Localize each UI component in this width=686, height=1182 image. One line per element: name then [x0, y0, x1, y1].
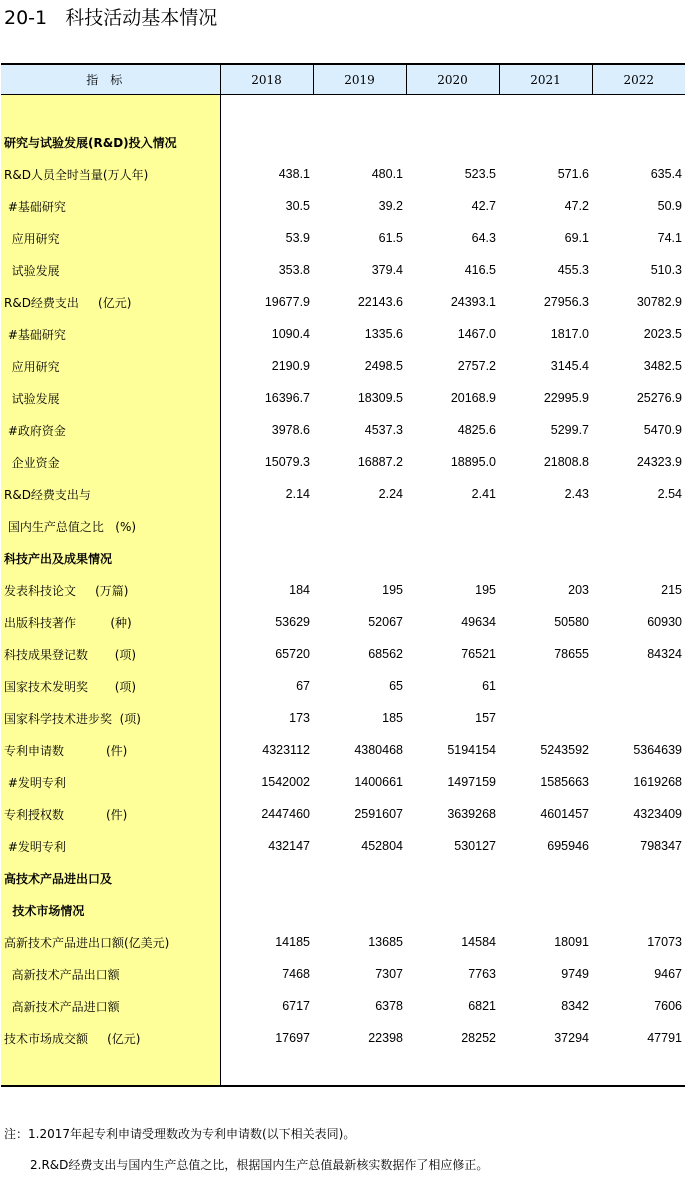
cell-value: 195	[475, 583, 496, 597]
cell-value: 1497159	[447, 775, 496, 789]
cell-value: 53629	[275, 615, 310, 629]
cell-value: 9749	[561, 967, 589, 981]
cell-value: 65720	[275, 647, 310, 661]
cell-value: 7763	[468, 967, 496, 981]
cell-value: 14185	[275, 935, 310, 949]
table-row	[1, 734, 685, 766]
cell-value	[313, 126, 406, 158]
cell-value: 2190.9	[271, 359, 310, 373]
row-label: R&D经费支出 (亿元)	[1, 286, 220, 318]
cell-value: 4323409	[633, 807, 682, 821]
row-label: 发表科技论文 (万篇)	[1, 574, 220, 606]
cell-value: 4380468	[354, 743, 403, 757]
cell-value: 69.1	[564, 231, 589, 245]
header-year: 2019	[313, 64, 406, 95]
footnote-2: 2.R&D经费支出与国内生产总值之比，根据国内生产总值最新核实数据作了相应修正。	[30, 1158, 489, 1172]
cell-value: 4825.6	[457, 423, 496, 437]
footnotes	[4, 1126, 488, 1173]
cell-value: 432147	[268, 839, 310, 853]
cell-value: 4601457	[540, 807, 589, 821]
cell-value: 3639268	[447, 807, 496, 821]
header-year: 2020	[406, 64, 499, 95]
cell-value: 3145.4	[550, 359, 589, 373]
table-row	[1, 222, 685, 254]
cell-value: 52067	[368, 615, 403, 629]
cell-value: 1542002	[261, 775, 310, 789]
cell-value: 523.5	[464, 167, 496, 181]
table-row	[1, 190, 685, 222]
cell-value: 78655	[554, 647, 589, 661]
cell-value: 18309.5	[357, 391, 403, 405]
cell-value: 215	[661, 583, 682, 597]
cell-value	[592, 95, 685, 127]
cell-value: 24393.1	[450, 295, 496, 309]
header-indicator: 指标	[1, 64, 220, 95]
cell-value: 635.4	[650, 167, 682, 181]
table-row	[1, 254, 685, 286]
cell-value: 4323112	[262, 743, 310, 757]
footnote-1: 注：1.2017年起专利申请受理数改为专利申请数(以下相关表同)。	[4, 1127, 356, 1141]
row-label: 应用研究	[1, 222, 220, 254]
row-label: R&D人员全时当量(万人年)	[1, 158, 220, 190]
cell-value: 50580	[554, 615, 589, 629]
row-label: 科技成果登记数 (项)	[1, 638, 220, 670]
cell-value: 21808.8	[543, 455, 589, 469]
spacer-row	[1, 1054, 685, 1086]
cell-value: 185	[382, 711, 403, 725]
cell-value	[406, 126, 499, 158]
table-row	[1, 414, 685, 446]
table-row	[1, 958, 685, 990]
page-title: 20-1 科技活动基本情况	[4, 7, 218, 29]
table-row	[1, 510, 685, 542]
cell-value: 798347	[640, 839, 682, 853]
table-body	[1, 95, 685, 1087]
cell-value: 27956.3	[543, 295, 589, 309]
table-row	[1, 318, 685, 350]
cell-value: 28252	[461, 1031, 496, 1045]
table-row	[1, 478, 685, 510]
row-label: 高新技术产品出口额	[1, 958, 220, 990]
cell-value: 20168.9	[450, 391, 496, 405]
row-label: 国家技术发明奖 (项)	[1, 670, 220, 702]
cell-value: 74.1	[657, 231, 682, 245]
table-row	[1, 382, 685, 414]
cell-value: 16887.2	[357, 455, 403, 469]
cell-value: 4537.3	[364, 423, 403, 437]
header-year: 2021	[499, 64, 592, 95]
cell-value	[406, 95, 499, 127]
cell-value	[499, 862, 592, 894]
table-row	[1, 1022, 685, 1054]
row-label: 国家科学技术进步奖 (项)	[1, 702, 220, 734]
table-row	[1, 830, 685, 862]
cell-value	[313, 1054, 406, 1086]
row-label: 技术市场情况	[1, 894, 220, 926]
table-row	[1, 638, 685, 670]
cell-value: 2023.5	[643, 327, 682, 341]
statistics-table	[1, 63, 685, 1087]
cell-value: 455.3	[557, 263, 589, 277]
row-label: 高新技术产品进口额	[1, 990, 220, 1022]
cell-value: 1619268	[633, 775, 682, 789]
row-label: 专利申请数 (件)	[1, 734, 220, 766]
cell-value: 157	[475, 711, 496, 725]
row-label: 高新技术产品进出口额(亿美元)	[1, 926, 220, 958]
cell-value	[313, 894, 406, 926]
cell-value: 2.41	[471, 487, 496, 501]
row-label	[1, 1054, 220, 1086]
cell-value	[313, 862, 406, 894]
cell-value: 7468	[282, 967, 310, 981]
table-row	[1, 702, 685, 734]
table-row	[1, 574, 685, 606]
cell-value: 510.3	[650, 263, 682, 277]
row-label: 企业资金	[1, 446, 220, 478]
cell-value	[592, 894, 685, 926]
spacer-row	[1, 95, 685, 127]
cell-value: 1585663	[540, 775, 589, 789]
cell-value: 184	[289, 583, 310, 597]
cell-value	[592, 670, 685, 702]
table-row	[1, 894, 685, 926]
cell-value: 17697	[275, 1031, 310, 1045]
cell-value	[313, 542, 406, 574]
cell-value: 2757.2	[457, 359, 496, 373]
cell-value: 1467.0	[457, 327, 496, 341]
cell-value: 6821	[468, 999, 496, 1013]
table-row	[1, 862, 685, 894]
row-label: 试验发展	[1, 254, 220, 286]
cell-value: 16396.7	[264, 391, 310, 405]
cell-value: 39.2	[378, 199, 403, 213]
cell-value: 42.7	[471, 199, 496, 213]
cell-value: 452804	[361, 839, 403, 853]
table-row	[1, 126, 685, 158]
cell-value: 5243592	[540, 743, 589, 757]
table-row	[1, 990, 685, 1022]
row-label: 出版科技著作 (种)	[1, 606, 220, 638]
cell-value: 1817.0	[550, 327, 589, 341]
cell-value: 5194154	[447, 743, 496, 757]
cell-value	[592, 1054, 685, 1086]
statistics-table-container	[1, 63, 685, 1087]
cell-value	[220, 1054, 313, 1086]
cell-value: 2.14	[285, 487, 310, 501]
cell-value: 24323.9	[636, 455, 682, 469]
cell-value: 173	[289, 711, 310, 725]
cell-value: 195	[382, 583, 403, 597]
cell-value	[220, 862, 313, 894]
cell-value	[313, 510, 406, 542]
table-row	[1, 350, 685, 382]
table-row	[1, 542, 685, 574]
cell-value: 379.4	[371, 263, 403, 277]
cell-value	[220, 126, 313, 158]
cell-value: 3978.6	[271, 423, 310, 437]
cell-value	[499, 126, 592, 158]
row-label: 试验发展	[1, 382, 220, 414]
cell-value: 2498.5	[364, 359, 403, 373]
cell-value	[499, 1054, 592, 1086]
cell-value	[592, 542, 685, 574]
table-row	[1, 670, 685, 702]
cell-value	[220, 510, 313, 542]
table-row	[1, 446, 685, 478]
cell-value: 2447460	[261, 807, 310, 821]
cell-value: 5364639	[633, 743, 682, 757]
table-row	[1, 606, 685, 638]
cell-value: 22398	[368, 1031, 403, 1045]
table-row	[1, 798, 685, 830]
cell-value: 53.9	[285, 231, 310, 245]
header-year: 2018	[220, 64, 313, 95]
row-label: R&D经费支出与	[1, 478, 220, 510]
cell-value: 5470.9	[643, 423, 682, 437]
cell-value: 37294	[554, 1031, 589, 1045]
table-row	[1, 286, 685, 318]
row-label: #发明专利	[1, 830, 220, 862]
table-row	[1, 926, 685, 958]
cell-value: 2.24	[378, 487, 403, 501]
row-label: 应用研究	[1, 350, 220, 382]
cell-value: 84324	[647, 647, 682, 661]
row-label: 专利授权数 (件)	[1, 798, 220, 830]
row-label: 研究与试验发展(R&D)投入情况	[1, 126, 220, 158]
cell-value: 22143.6	[357, 295, 403, 309]
cell-value: 6378	[375, 999, 403, 1013]
cell-value	[406, 542, 499, 574]
cell-value	[406, 1054, 499, 1086]
cell-value: 2.54	[657, 487, 682, 501]
row-label: #发明专利	[1, 766, 220, 798]
cell-value: 18895.0	[450, 455, 496, 469]
row-label: 国内生产总值之比 (%)	[1, 510, 220, 542]
cell-value: 1335.6	[364, 327, 403, 341]
cell-value: 64.3	[471, 231, 496, 245]
cell-value: 22995.9	[543, 391, 589, 405]
cell-value: 61.5	[378, 231, 403, 245]
cell-value: 3482.5	[643, 359, 682, 373]
cell-value: 25276.9	[636, 391, 682, 405]
cell-value	[592, 510, 685, 542]
cell-value: 47791	[647, 1031, 682, 1045]
cell-value	[592, 702, 685, 734]
cell-value: 2.43	[564, 487, 589, 501]
cell-value: 76521	[461, 647, 496, 661]
cell-value: 61	[482, 679, 496, 693]
cell-value	[220, 542, 313, 574]
cell-value: 68562	[368, 647, 403, 661]
cell-value	[406, 894, 499, 926]
table-row	[1, 158, 685, 190]
cell-value: 7606	[654, 999, 682, 1013]
cell-value	[220, 95, 313, 127]
cell-value: 5299.7	[550, 423, 589, 437]
row-label: 高技术产品进出口及	[1, 862, 220, 894]
cell-value: 480.1	[371, 167, 403, 181]
cell-value: 7307	[375, 967, 403, 981]
header-year: 2022	[592, 64, 685, 95]
cell-value	[592, 126, 685, 158]
cell-value: 30782.9	[636, 295, 682, 309]
table-row	[1, 766, 685, 798]
cell-value: 1400661	[354, 775, 403, 789]
cell-value: 15079.3	[264, 455, 310, 469]
cell-value: 571.6	[557, 167, 589, 181]
cell-value: 8342	[561, 999, 589, 1013]
cell-value: 67	[296, 679, 310, 693]
cell-value: 203	[568, 583, 589, 597]
row-label: 科技产出及成果情况	[1, 542, 220, 574]
cell-value: 9467	[654, 967, 682, 981]
cell-value: 1090.4	[271, 327, 310, 341]
cell-value: 438.1	[278, 167, 310, 181]
cell-value: 416.5	[464, 263, 496, 277]
cell-value: 530127	[454, 839, 496, 853]
cell-value	[499, 894, 592, 926]
table-header-row	[1, 64, 685, 95]
cell-value: 14584	[461, 935, 496, 949]
cell-value	[406, 510, 499, 542]
row-label: #基础研究	[1, 318, 220, 350]
cell-value: 50.9	[657, 199, 682, 213]
cell-value: 47.2	[564, 199, 589, 213]
cell-value: 60930	[647, 615, 682, 629]
cell-value: 30.5	[285, 199, 310, 213]
row-label	[1, 95, 220, 127]
cell-value	[499, 510, 592, 542]
cell-value: 49634	[461, 615, 496, 629]
cell-value: 353.8	[278, 263, 310, 277]
cell-value	[592, 862, 685, 894]
cell-value	[499, 702, 592, 734]
cell-value	[499, 670, 592, 702]
cell-value: 695946	[547, 839, 589, 853]
cell-value: 65	[389, 679, 403, 693]
cell-value: 13685	[368, 935, 403, 949]
cell-value: 2591607	[354, 807, 403, 821]
row-label: 技术市场成交额 (亿元)	[1, 1022, 220, 1054]
cell-value: 19677.9	[264, 295, 310, 309]
cell-value	[220, 894, 313, 926]
cell-value	[499, 542, 592, 574]
cell-value	[313, 95, 406, 127]
row-label: #基础研究	[1, 190, 220, 222]
cell-value: 17073	[647, 935, 682, 949]
cell-value	[406, 862, 499, 894]
row-label: #政府资金	[1, 414, 220, 446]
cell-value: 18091	[554, 935, 589, 949]
cell-value	[499, 95, 592, 127]
cell-value: 6717	[282, 999, 310, 1013]
